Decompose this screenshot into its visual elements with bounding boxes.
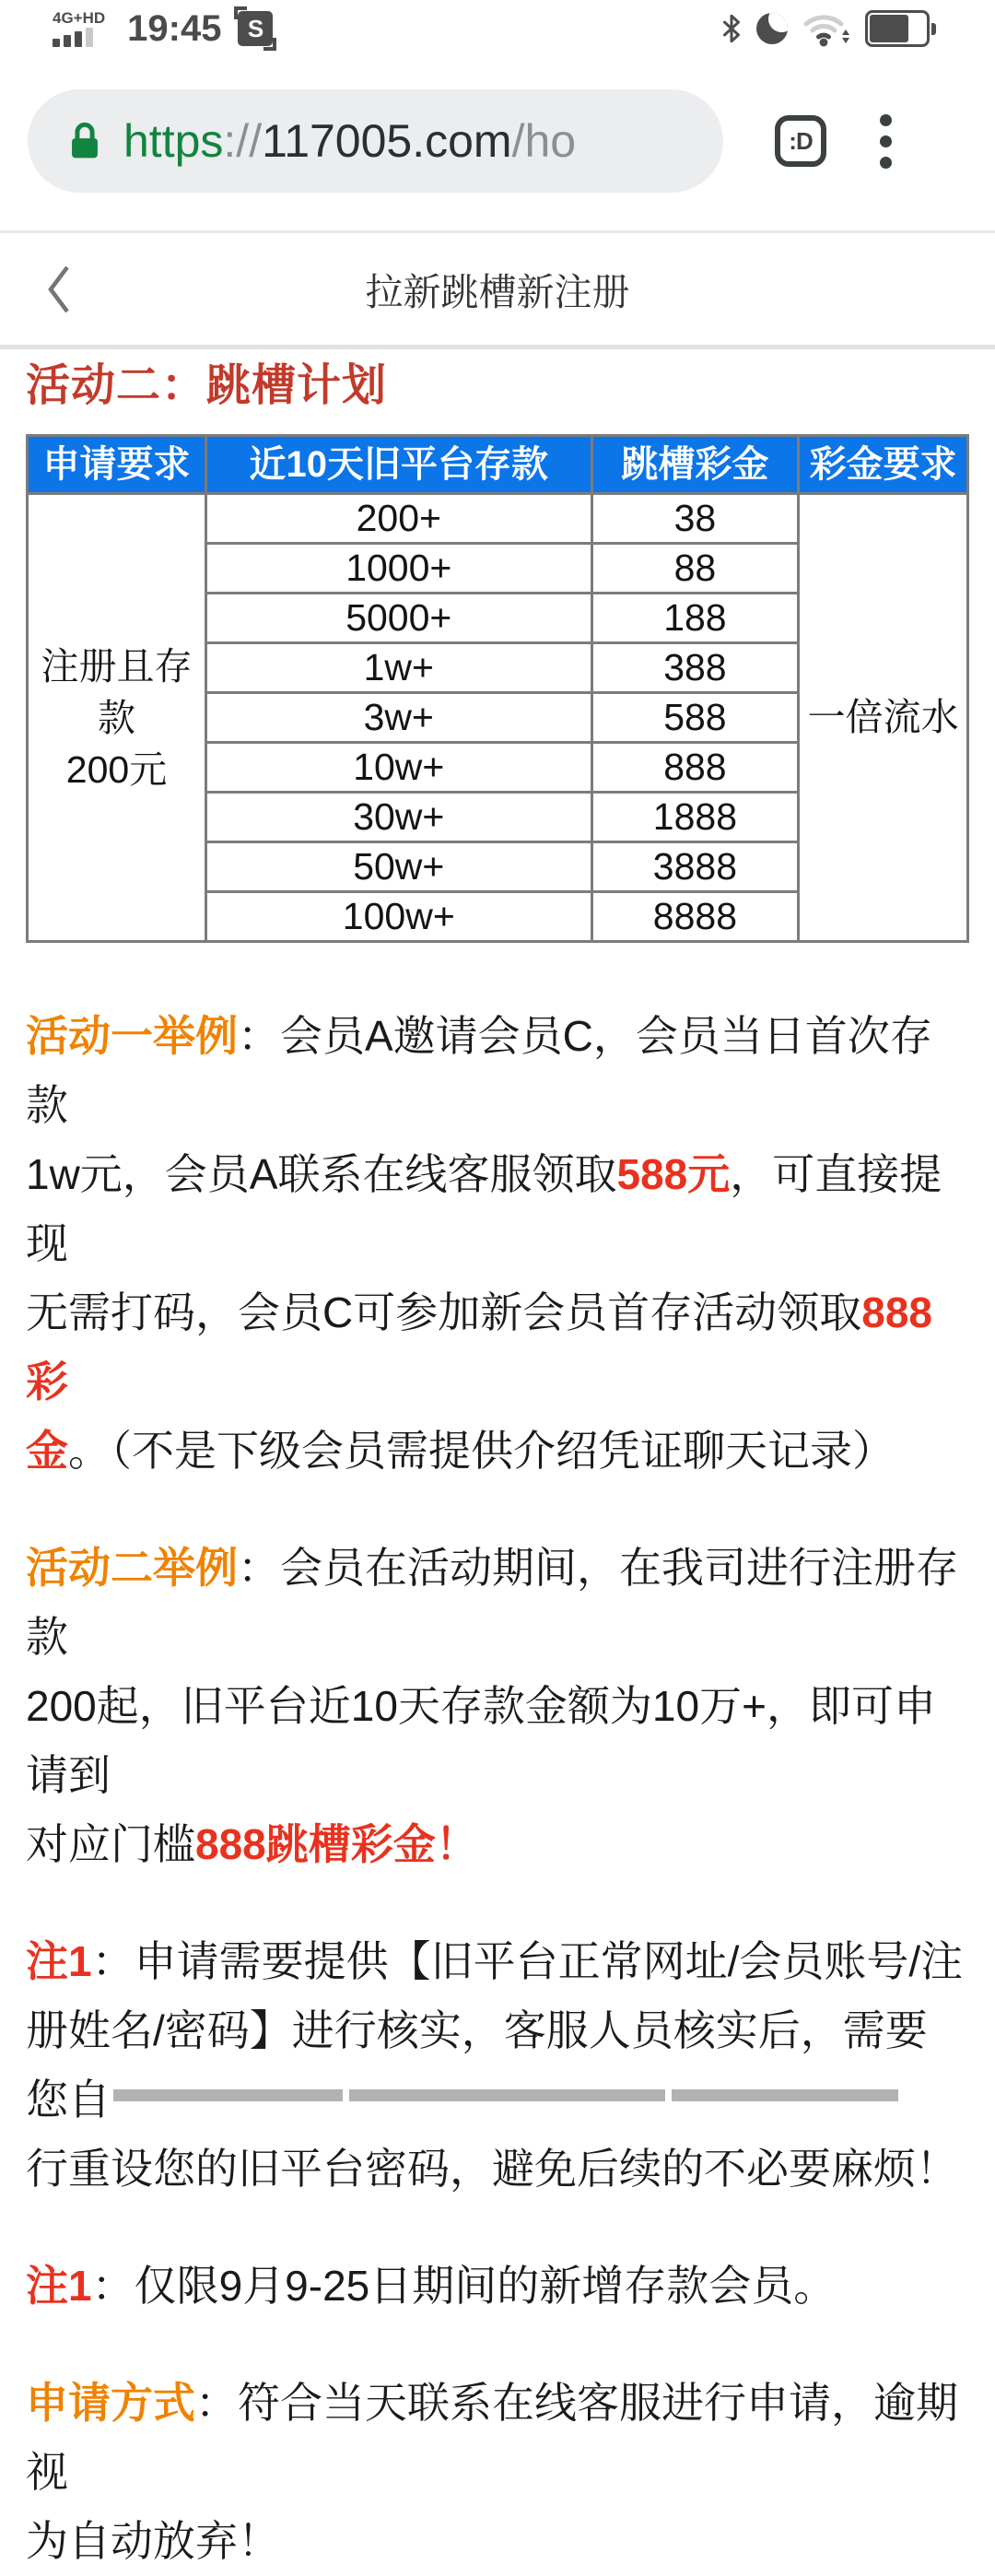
battery-fill <box>870 15 908 42</box>
requirement-cell <box>28 494 206 942</box>
bonus-cell: 88 <box>591 544 799 594</box>
col-header-deposit: 近10天旧平台存款 <box>205 436 591 494</box>
deposit-cell: 10w+ <box>205 743 591 793</box>
bluetooth-icon <box>721 15 742 42</box>
deposit-cell: 1w+ <box>205 643 591 693</box>
bonus-cell: 1888 <box>591 793 799 842</box>
cellular-signal-icon <box>53 10 105 47</box>
network-type-label: 4G+HD <box>53 9 106 27</box>
deposit-cell: 5000+ <box>205 594 591 643</box>
col-header-wager: 彩金要求 <box>799 436 968 494</box>
paragraph-apply-method: 申请方式：符合当天联系在线客服进行申请，逾期视 为自动放弃！ <box>26 2379 958 2565</box>
bonus-cell: 188 <box>591 594 799 643</box>
url-scheme: https <box>123 115 224 167</box>
tab-count-badge: :D <box>789 126 813 155</box>
url-bar[interactable] <box>28 89 723 193</box>
paragraph-example1: 活动一举例：会员A邀请会员C，会员当日首次存款 1w元，会员A联系在线客服领取588元，可直接提现 无需打码，会员C可参加新会员首存活动领取888彩 金。（不是下级会员需提供介绍凭证聊天记录） <box>26 1012 942 1475</box>
moon-icon <box>756 13 788 44</box>
paragraph-note2: 注1：仅限9月9-25日期间的新增存款会员。 <box>26 2262 837 2310</box>
signal-bars <box>53 28 93 47</box>
page-header <box>0 233 995 349</box>
deposit-cell: 50w+ <box>205 842 591 892</box>
gray-bar <box>672 2089 898 2101</box>
gray-bar <box>113 2089 343 2101</box>
paragraph-note1: 注1：申请需要提供【旧平台正常网址/会员账号/注 册姓名/密码】进行核实，客服人员核实后，需要您自 行重设您的旧平台密码，避免后续的不必要麻烦！ <box>26 1937 964 2193</box>
wifi-icon <box>802 9 850 48</box>
wager-cell: 一倍流水 <box>799 494 968 942</box>
bonus-cell: 8888 <box>591 892 799 942</box>
deposit-cell: 1000+ <box>205 544 591 594</box>
deposit-cell: 3w+ <box>205 693 591 743</box>
url-text <box>123 115 577 167</box>
table-header-row <box>28 436 968 494</box>
status-bar <box>0 0 995 52</box>
tab-switcher-button[interactable] <box>775 115 826 167</box>
screenshot-app-icon <box>238 11 273 46</box>
status-time: 19:45 <box>127 8 222 49</box>
deposit-cell: 30w+ <box>205 793 591 842</box>
requirement-line: 注册且存款 <box>41 644 193 739</box>
lock-icon[interactable] <box>68 121 101 161</box>
col-header-bonus: 跳槽彩金 <box>591 436 799 494</box>
bonus-cell: 3888 <box>591 842 799 892</box>
requirement-line: 200元 <box>65 747 168 791</box>
browser-toolbar <box>0 52 995 230</box>
bonus-cell: 38 <box>591 494 799 544</box>
page-title: 拉新跳槽新注册 <box>365 271 630 313</box>
col-header-requirement: 申请要求 <box>28 436 206 494</box>
deposit-cell: 200+ <box>205 494 591 544</box>
promo-heading: 活动二：跳槽计划 <box>26 361 388 410</box>
url-path: /ho <box>511 115 577 167</box>
bonus-cell: 888 <box>591 743 799 793</box>
deposit-cell: 100w+ <box>205 892 591 942</box>
bonus-cell: 388 <box>591 643 799 693</box>
table-row <box>28 494 968 544</box>
url-separator: :// <box>223 115 263 167</box>
gray-bar <box>349 2089 665 2101</box>
back-button[interactable] <box>46 263 72 316</box>
overflow-menu-button[interactable] <box>880 114 892 169</box>
paragraph-example2: 活动二举例：会员在活动期间，在我司进行注册存款 200起，旧平台近10天存款金额为10万+，即可申请到 对应门槛888跳槽彩金！ <box>26 1544 958 1868</box>
screenshot-app-badge: S <box>247 15 264 42</box>
promo-page-content <box>0 362 995 2576</box>
battery-icon <box>865 10 936 47</box>
url-host: 117005.com <box>262 115 512 167</box>
bonus-cell: 588 <box>591 693 799 743</box>
promo-table <box>26 434 969 943</box>
